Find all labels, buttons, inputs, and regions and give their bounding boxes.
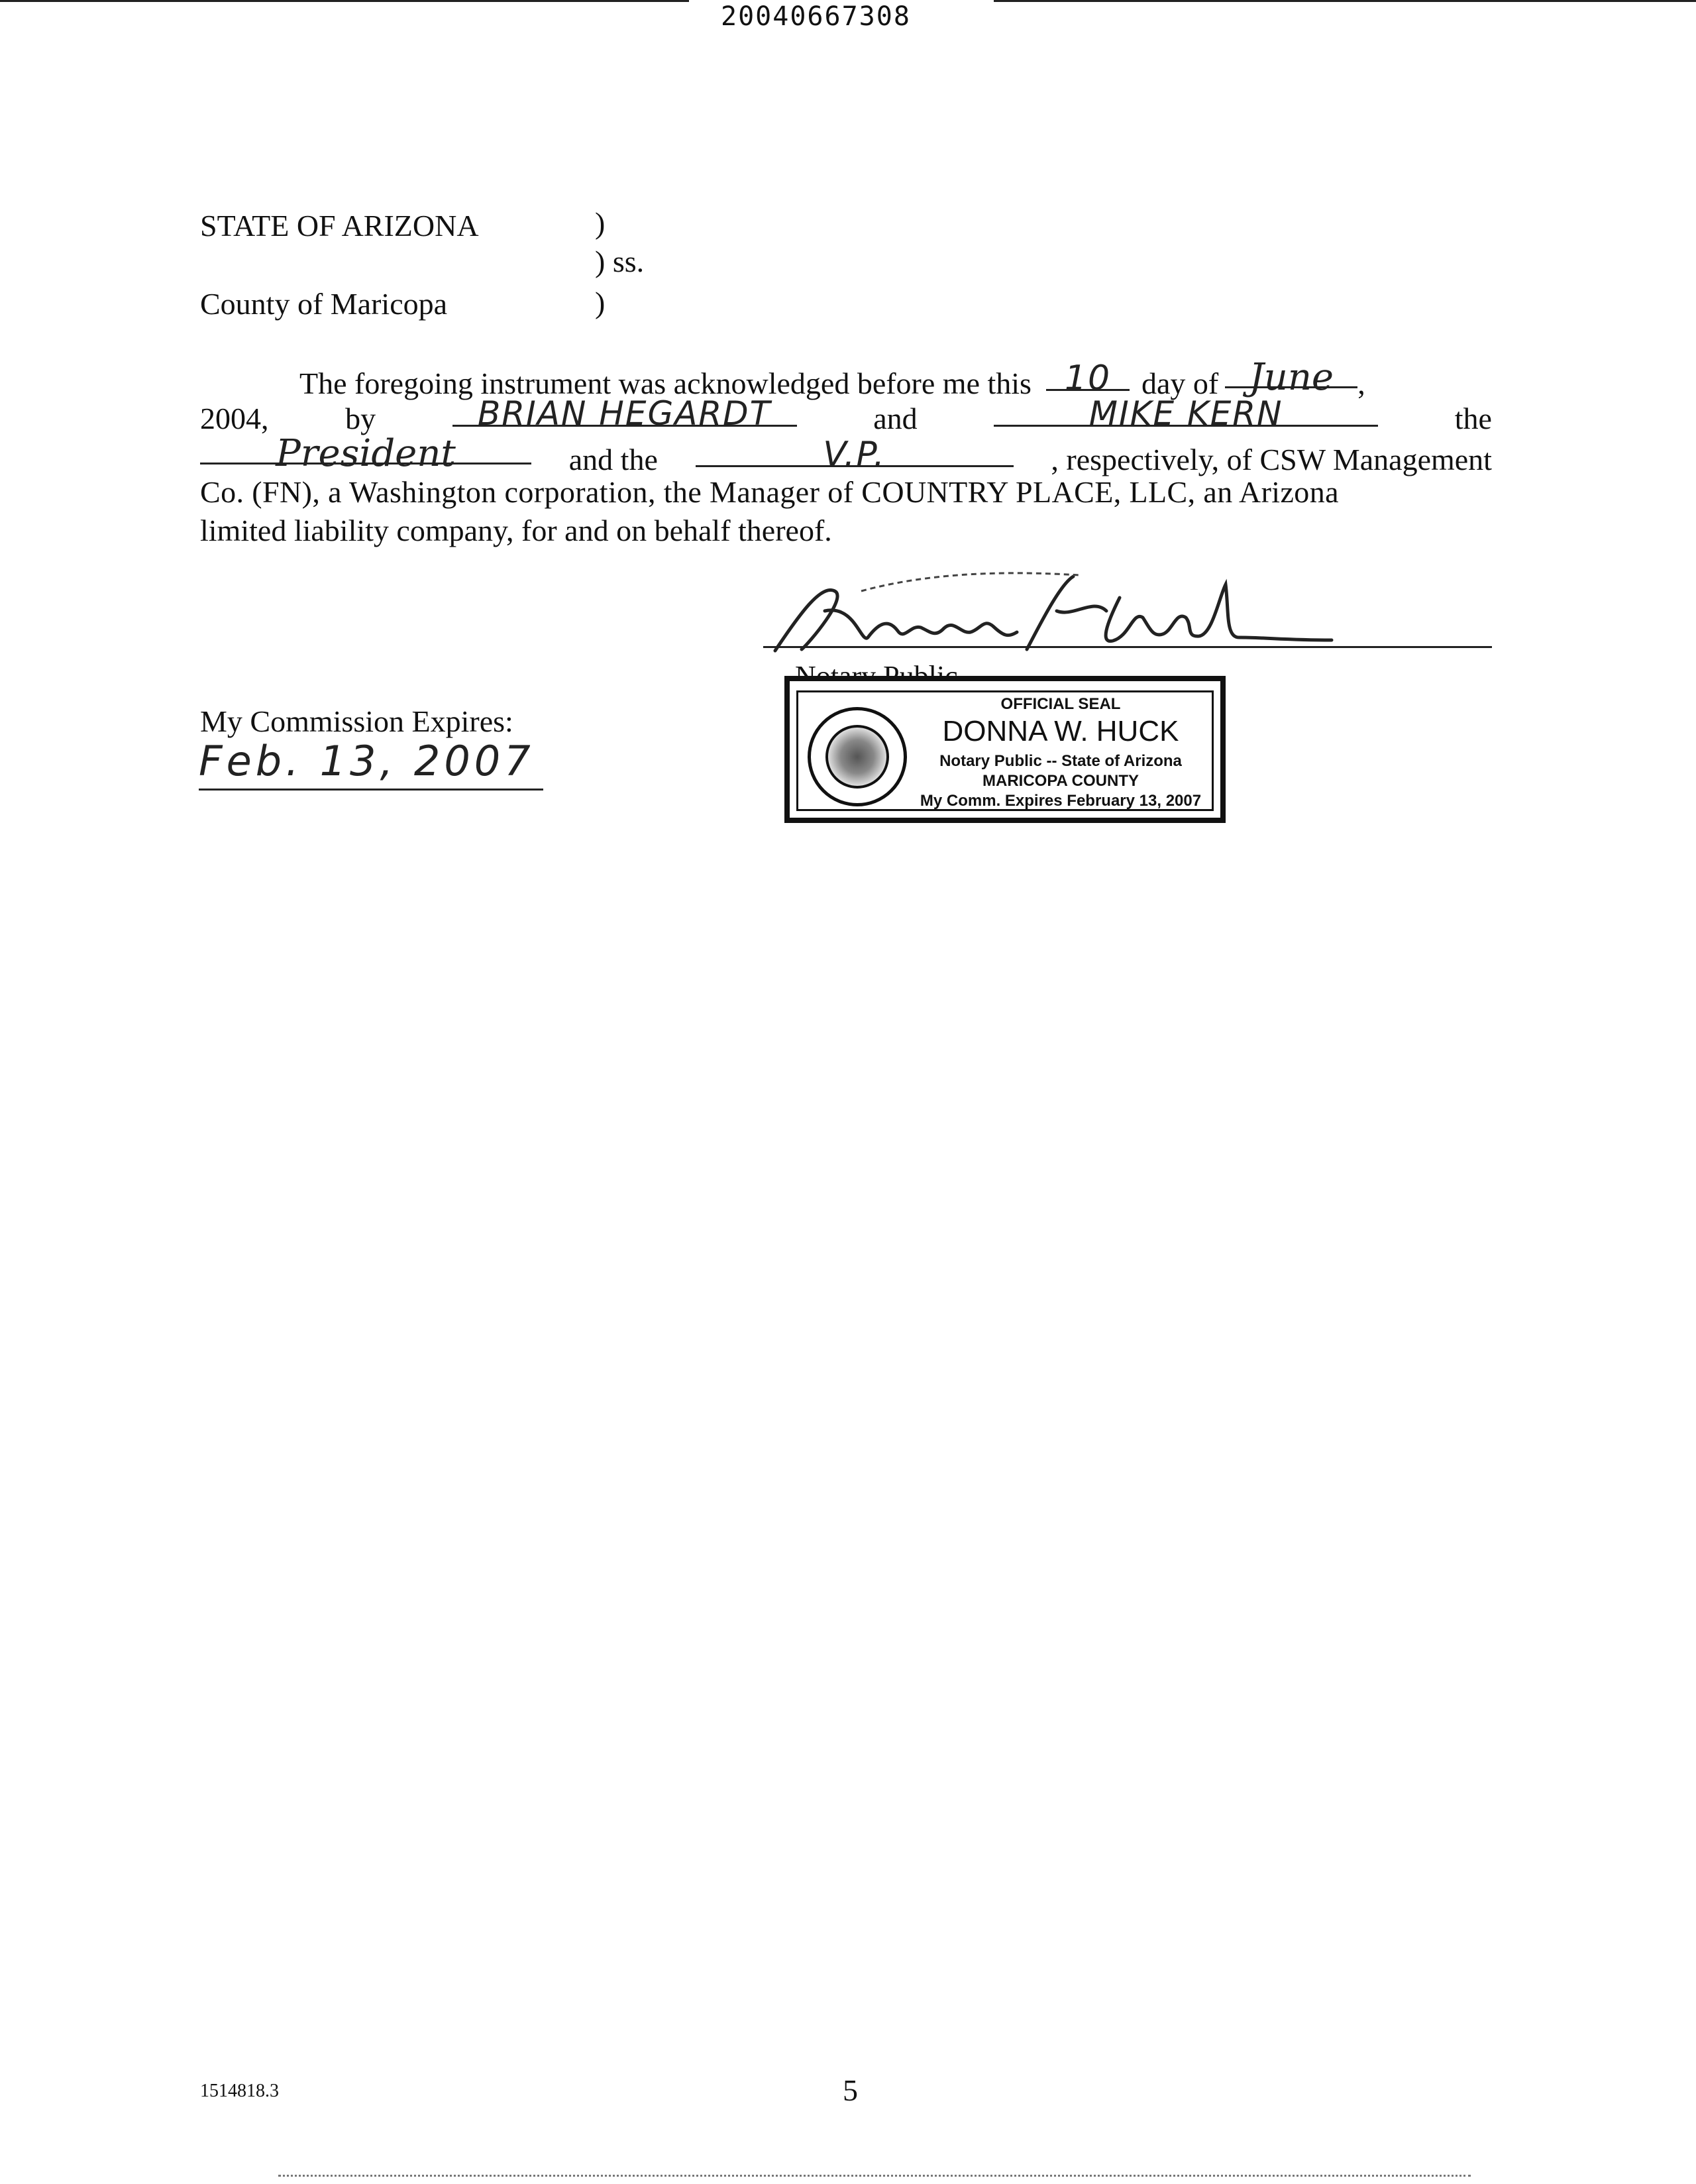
month-value: June <box>1249 356 1334 399</box>
commission-date: Feb. 13, 2007 <box>199 737 535 785</box>
ack-line-5-text: limited liability company, for and on behalf thereof. <box>200 514 832 547</box>
stamp-official-seal: OFFICIAL SEAL <box>1000 695 1121 713</box>
footer-doc-code: 1514818.3 <box>200 2081 279 2101</box>
ack-line-5 <box>200 513 1492 548</box>
commission-label: My Commission Expires: <box>200 704 513 738</box>
stamp-notary-line: Notary Public -- State of Arizona <box>939 752 1182 770</box>
stamp-inner-border <box>796 690 1214 811</box>
by-text: by <box>345 402 376 435</box>
state-seal-center <box>825 725 889 789</box>
venue-paren-ss: ) ss. <box>595 245 645 278</box>
title-1-value: President <box>276 432 456 475</box>
signer-2-blank <box>994 394 1378 433</box>
state-seal-icon <box>808 707 907 806</box>
venue-paren-1: ) <box>595 206 606 240</box>
and-the-text: and the <box>568 443 658 476</box>
year-text: 2004, <box>200 402 269 435</box>
title-2-blank <box>696 435 1014 474</box>
bottom-scan-edge <box>278 2175 1471 2177</box>
the-text: the <box>1454 402 1492 435</box>
ack-line-3 <box>200 432 1492 477</box>
ack-intro-text: The foregoing instrument was acknowledged before me this <box>299 366 1032 400</box>
notary-signature <box>762 571 1358 657</box>
and-text: and <box>873 402 918 435</box>
signature-line <box>763 646 1492 648</box>
day-value: 10 <box>1064 358 1112 398</box>
signer-1-blank <box>452 394 797 433</box>
signer-2-value: MIKE KERN <box>1088 394 1283 433</box>
signer-1-value: BRIAN HEGARDT <box>478 394 772 433</box>
top-border-left <box>0 0 689 2</box>
stamp-county-line: MARICOPA COUNTY <box>982 772 1139 790</box>
ack-line-1 <box>200 356 1492 401</box>
commission-date-underline <box>199 789 543 791</box>
title-2-value: V.P. <box>823 435 886 474</box>
county-label: County of Maricopa <box>200 287 448 321</box>
official-seal-stamp <box>784 676 1226 823</box>
ack-line-4-text: Co. (FN), a Washington corporation, the Manager of COUNTRY PLACE, LLC, an Arizona <box>200 475 1339 509</box>
stamp-notary-name: DONNA W. HUCK <box>942 715 1179 747</box>
ack-line-4 <box>200 474 1492 510</box>
day-of-text: day of <box>1141 366 1219 400</box>
month-blank <box>1225 356 1357 399</box>
stamp-commission-line: My Comm. Expires February 13, 2007 <box>920 792 1202 810</box>
ack-line-2 <box>200 394 1492 436</box>
page-number: 5 <box>843 2073 858 2107</box>
recording-number: 20040667308 <box>721 1 911 32</box>
respectively-text: , respectively, of CSW Management <box>1051 443 1492 476</box>
day-blank <box>1046 358 1130 398</box>
title-1-blank <box>200 432 531 475</box>
venue-paren-3: ) <box>595 286 606 319</box>
month-comma: , <box>1357 366 1365 400</box>
top-border-right <box>994 0 1696 2</box>
state-label: STATE OF ARIZONA <box>200 209 479 243</box>
